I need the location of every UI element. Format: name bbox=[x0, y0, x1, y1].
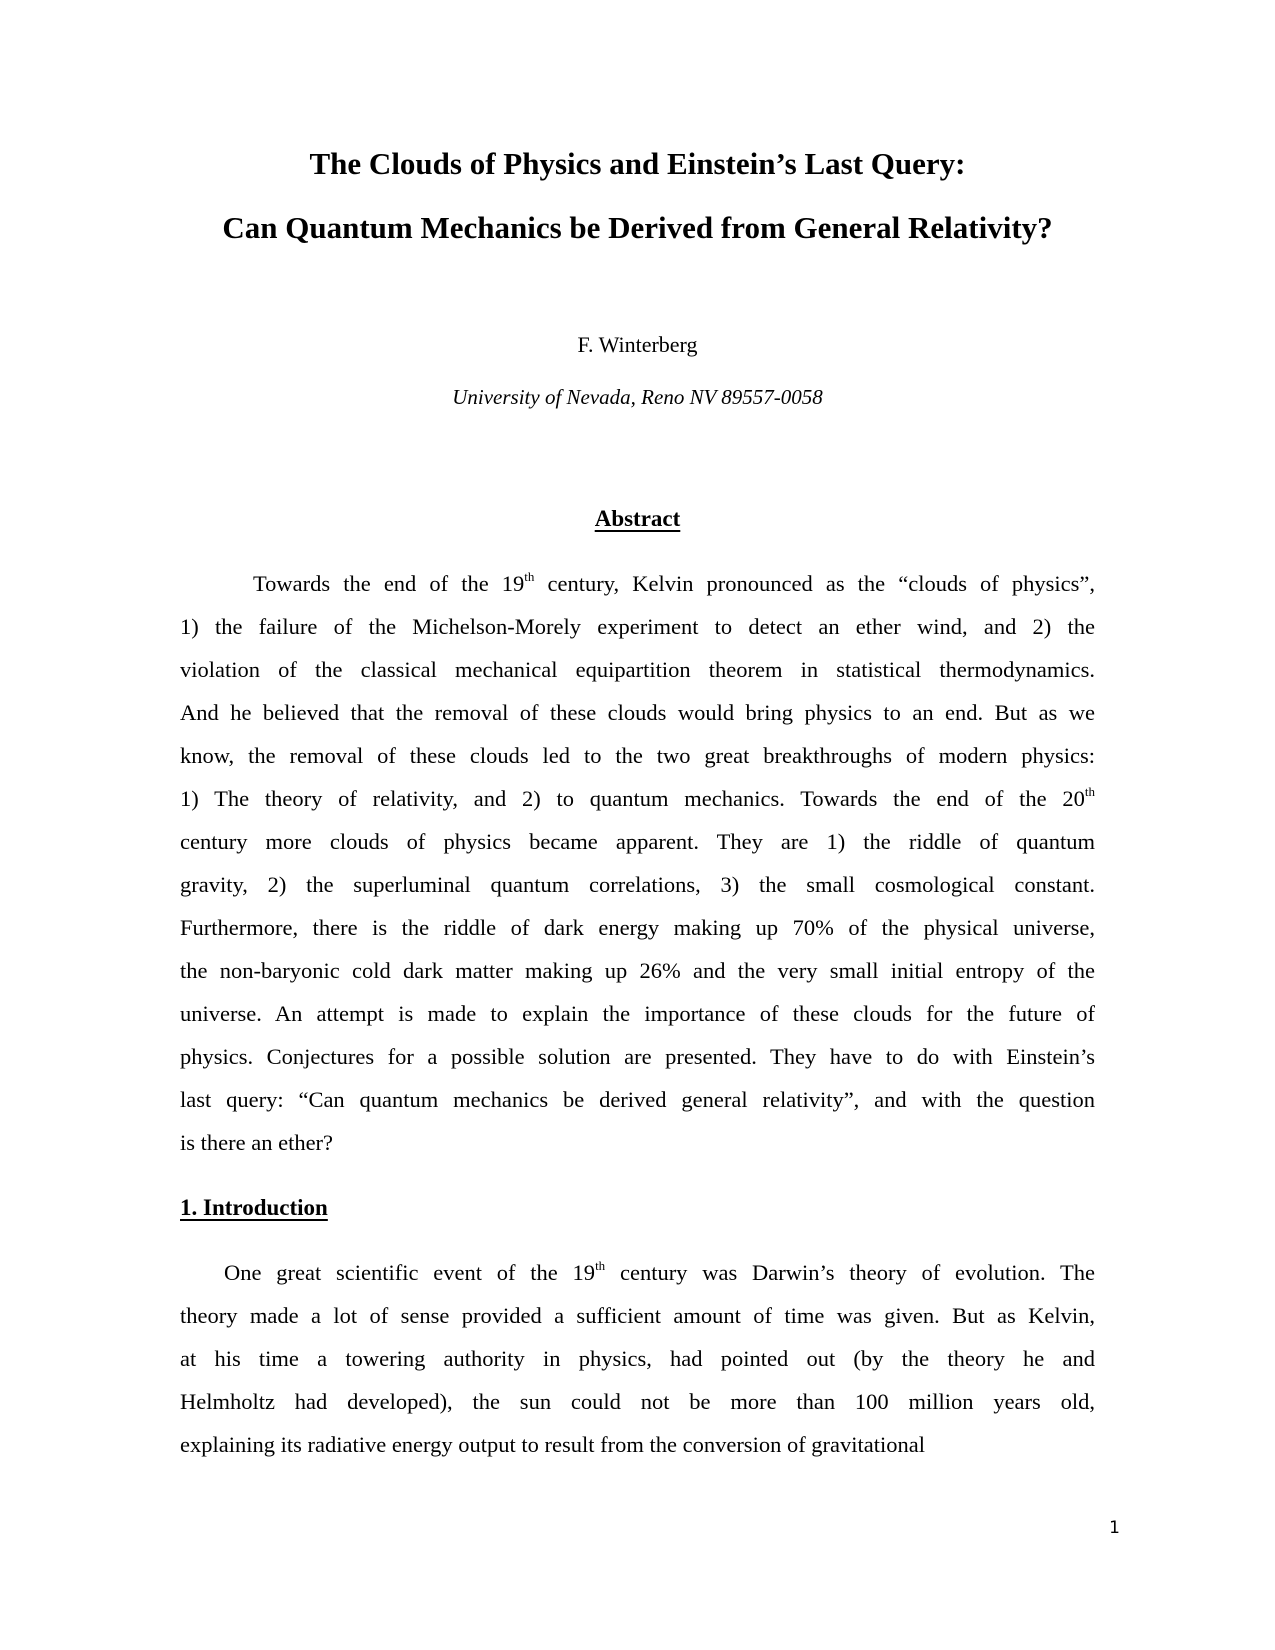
introduction-heading: 1. Introduction bbox=[180, 1195, 328, 1220]
text-segment: know, the removal of these clouds led to the two great breakthroughs of modern physics: bbox=[180, 743, 1095, 768]
introduction-text-line bbox=[180, 1337, 1095, 1380]
abstract-text-line bbox=[180, 562, 1095, 605]
abstract-text-line bbox=[180, 605, 1095, 648]
abstract-text-line bbox=[180, 1121, 1095, 1164]
text-segment: Towards the end of the 19 bbox=[253, 571, 525, 596]
introduction-text-line bbox=[180, 1423, 1095, 1466]
author-name: F. Winterberg bbox=[577, 332, 698, 357]
abstract-text-line bbox=[180, 1078, 1095, 1121]
text-segment: century more clouds of physics became apparent. They are 1) the riddle of quantum bbox=[180, 829, 1095, 854]
text-segment: last query: “Can quantum mechanics be derived general relativity”, and with the question bbox=[180, 1087, 1095, 1112]
text-segment: 1) The theory of relativity, and 2) to quantum mechanics. Towards the end of the 20 bbox=[180, 786, 1085, 811]
paper-title-line-1: The Clouds of Physics and Einstein’s Last Query: bbox=[309, 146, 966, 181]
abstract-text-line bbox=[180, 691, 1095, 734]
text-segment: One great scientific event of the 19 bbox=[224, 1260, 596, 1285]
text-segment: And he believed that the removal of these clouds would bring physics to an end. But as we bbox=[180, 700, 1095, 725]
introduction-text-line bbox=[180, 1380, 1095, 1423]
paper-title-line-2: Can Quantum Mechanics be Derived from General Relativity? bbox=[222, 210, 1053, 245]
text-segment: gravity, 2) the superluminal quantum correlations, 3) the small cosmological constant. bbox=[180, 872, 1095, 897]
page-number: 1 bbox=[1109, 1518, 1120, 1538]
text-segment: explaining its radiative energy output to result from the conversion of gravitational bbox=[180, 1432, 926, 1457]
abstract-text-line bbox=[180, 863, 1095, 906]
introduction-text-line bbox=[180, 1294, 1095, 1337]
text-segment: century was Darwin’s theory of evolution. The bbox=[605, 1260, 1096, 1285]
superscript: th bbox=[524, 569, 535, 584]
text-segment: 1) the failure of the Michelson-Morely experiment to detect an ether wind, and 2) the bbox=[180, 614, 1095, 639]
text-segment: Helmholtz had developed), the sun could not be more than 100 million years old, bbox=[180, 1389, 1095, 1414]
abstract-body bbox=[180, 562, 1095, 1164]
abstract-text-line bbox=[180, 906, 1095, 949]
abstract-text-line bbox=[180, 777, 1095, 820]
text-segment: at his time a towering authority in physics, had pointed out (by the theory he and bbox=[180, 1346, 1095, 1371]
superscript: th bbox=[595, 1258, 606, 1273]
text-segment: Furthermore, there is the riddle of dark energy making up 70% of the physical universe, bbox=[180, 915, 1095, 940]
author-affiliation: University of Nevada, Reno NV 89557-0058 bbox=[452, 385, 823, 409]
text-segment: universe. An attempt is made to explain the importance of these clouds for the future of bbox=[180, 1001, 1095, 1026]
abstract-text-line bbox=[180, 992, 1095, 1035]
introduction-text-line bbox=[180, 1251, 1095, 1294]
text-segment: century, Kelvin pronounced as the “clouds of physics”, bbox=[534, 571, 1095, 596]
text-segment: is there an ether? bbox=[180, 1130, 334, 1155]
introduction-body bbox=[180, 1251, 1095, 1466]
text-segment: theory made a lot of sense provided a sufficient amount of time was given. But as Kelvin, bbox=[180, 1303, 1095, 1328]
abstract-heading: Abstract bbox=[594, 506, 681, 531]
superscript: th bbox=[1084, 784, 1095, 799]
text-segment: the non-baryonic cold dark matter making up 26% and the very small initial entropy of the bbox=[180, 958, 1095, 983]
abstract-text-line bbox=[180, 949, 1095, 992]
text-segment: physics. Conjectures for a possible solution are presented. They have to do with Einstein’s bbox=[180, 1044, 1095, 1069]
abstract-text-line bbox=[180, 648, 1095, 691]
text-segment: violation of the classical mechanical equipartition theorem in statistical thermodynamics. bbox=[180, 657, 1095, 682]
abstract-text-line bbox=[180, 820, 1095, 863]
abstract-text-line bbox=[180, 734, 1095, 777]
abstract-text-line bbox=[180, 1035, 1095, 1078]
